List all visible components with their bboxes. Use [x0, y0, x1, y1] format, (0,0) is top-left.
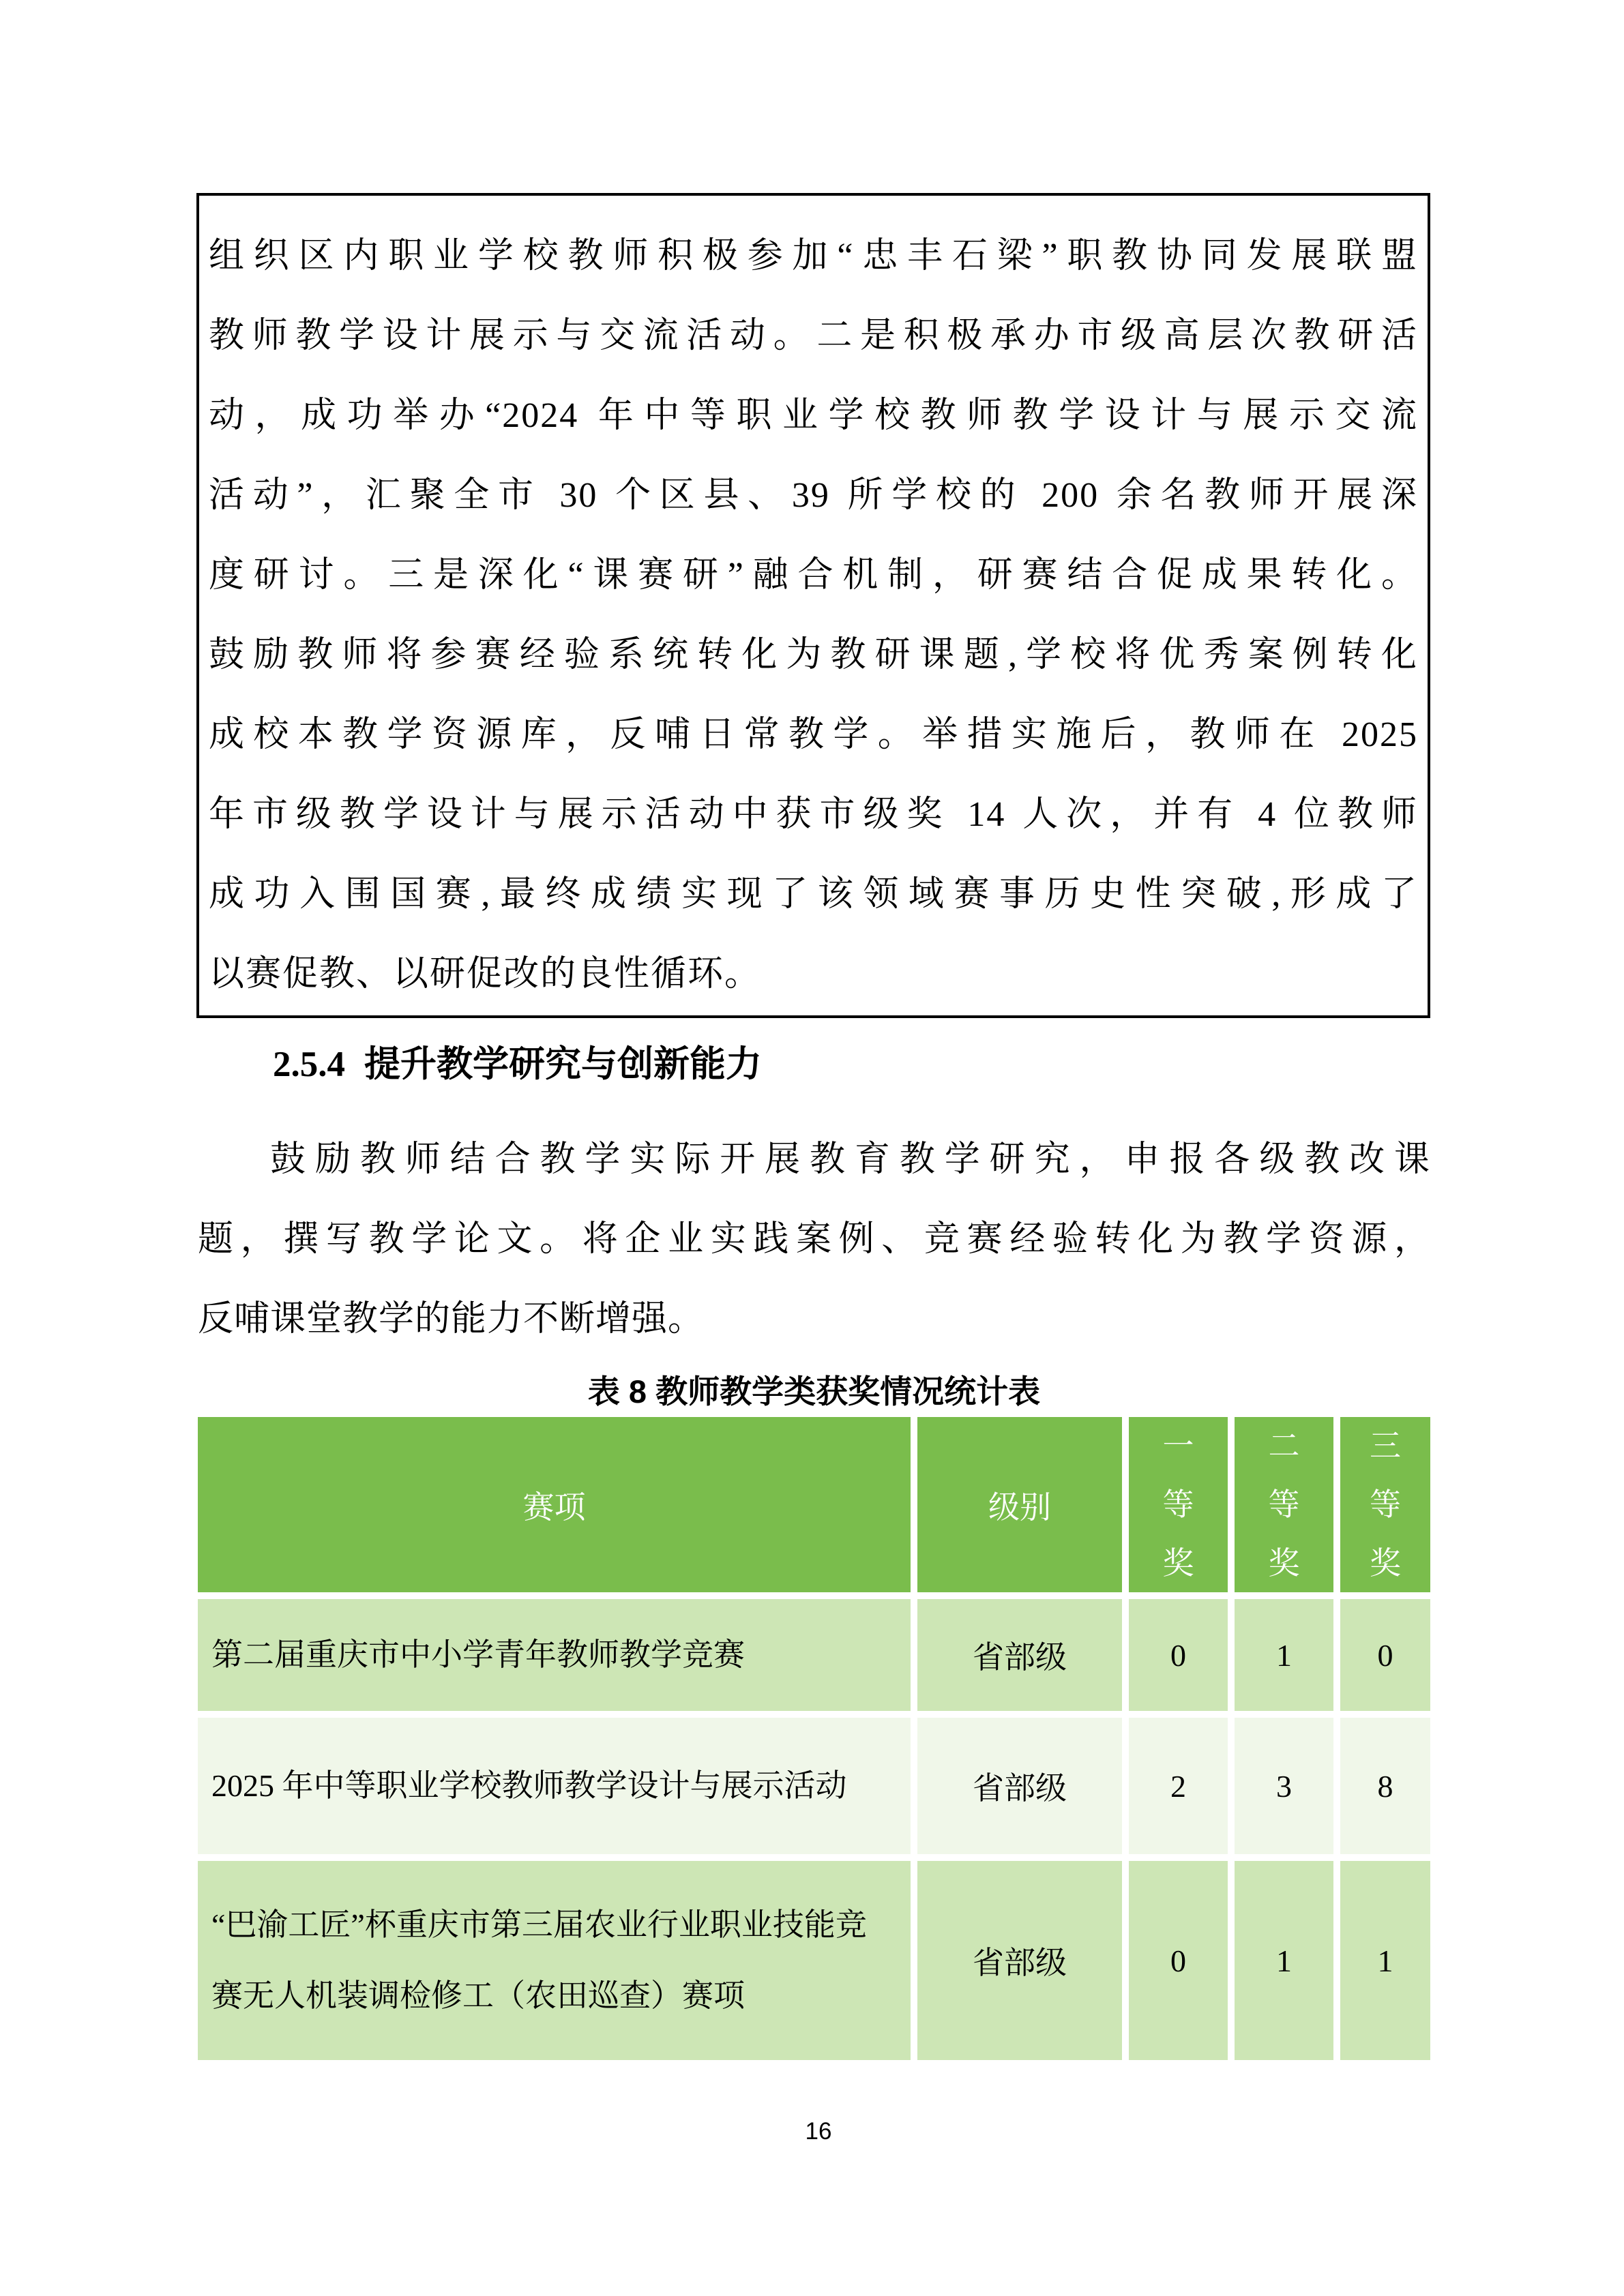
- box-line: 度研讨。三是深化“课赛研”融合机制，研赛结合促成果转化。: [209, 556, 1418, 595]
- box-line: 组织区内职业学校教师积极参加“忠丰石梁”职教协同发展联盟: [209, 237, 1418, 275]
- header-cell-second-prize-label: 二等奖: [1268, 1428, 1300, 1581]
- header-cell-level: 级别: [917, 1417, 1122, 1592]
- header-cell-third-prize-label: 三等奖: [1369, 1428, 1401, 1581]
- table-row-level: 省部级: [917, 1599, 1122, 1711]
- header-cell-first-prize: [1129, 1417, 1228, 1592]
- page-number: 16: [805, 2118, 832, 2145]
- box-line: 教师教学设计展示与交流活动。二是积极承办市级高层次教研活: [209, 316, 1418, 355]
- header-cell-third-prize: [1340, 1417, 1430, 1592]
- box-line: 鼓励教师将参赛经验系统转化为教研课题,学校将优秀案例转化: [209, 636, 1418, 674]
- bordered-summary-box: [196, 193, 1430, 1018]
- paragraph-line: 反哺课堂教学的能力不断增强。: [198, 1300, 705, 1339]
- table-row-level: 省部级: [917, 1861, 1122, 2060]
- awards-table: [198, 1417, 1430, 2060]
- paragraph-line: 题，撰写教学论文。将企业实践案例、竞赛经验转化为教学资源，: [198, 1220, 1430, 1259]
- table-row-first-count: 0: [1129, 1861, 1228, 2060]
- box-line: 活动”，汇聚全市 30 个区县、39 所学校的 200 余名教师开展深: [209, 476, 1418, 515]
- table-row-third-count: 8: [1340, 1718, 1430, 1854]
- box-line: 年市级教学设计与展示活动中获市级奖 14 人次，并有 4 位教师: [209, 795, 1418, 834]
- table-row-event: “巴渝工匠”杯重庆市第三届农业行业职业技能竞赛无人机装调检修工（农田巡查）赛项: [198, 1861, 911, 2060]
- box-line: 以赛促教、以研促改的良性循环。: [209, 955, 762, 994]
- box-line: 成功入围国赛,最终成绩实现了该领域赛事历史性突破,形成了: [209, 875, 1418, 914]
- table-row-second-count: 1: [1235, 1599, 1333, 1711]
- table-row-third-count: 1: [1340, 1861, 1430, 2060]
- section-title: 提升教学研究与创新能力: [364, 1045, 762, 1084]
- paragraph-line: 鼓励教师结合教学实际开展教育教学研究，申报各级教改课: [270, 1140, 1430, 1179]
- table-row-second-count: 3: [1235, 1718, 1333, 1854]
- section-number: 2.5.4: [273, 1045, 345, 1084]
- table-row-third-count: 0: [1340, 1599, 1430, 1711]
- box-line: 动，成功举办“2024 年中等职业学校教师教学设计与展示交流: [209, 396, 1418, 435]
- table-row-second-count: 1: [1235, 1861, 1333, 2060]
- header-cell-first-prize-label: 一等奖: [1162, 1428, 1194, 1581]
- table-row-event: 2025 年中等职业学校教师教学设计与展示活动: [198, 1718, 911, 1854]
- table-row-first-count: 0: [1129, 1599, 1228, 1711]
- header-cell-event: 赛项: [198, 1417, 911, 1592]
- box-line: 成校本教学资源库，反哺日常教学。举措实施后，教师在 2025: [209, 715, 1418, 754]
- table-title: 表 8 教师教学类获奖情况统计表: [587, 1373, 1041, 1410]
- body-paragraph: [198, 1120, 1430, 1359]
- table-row-event: 第二届重庆市中小学青年教师教学竞赛: [198, 1599, 911, 1711]
- section-heading: [198, 1041, 1505, 1088]
- header-cell-second-prize: [1235, 1417, 1333, 1592]
- table-row-first-count: 2: [1129, 1718, 1228, 1854]
- table-row-level: 省部级: [917, 1718, 1122, 1854]
